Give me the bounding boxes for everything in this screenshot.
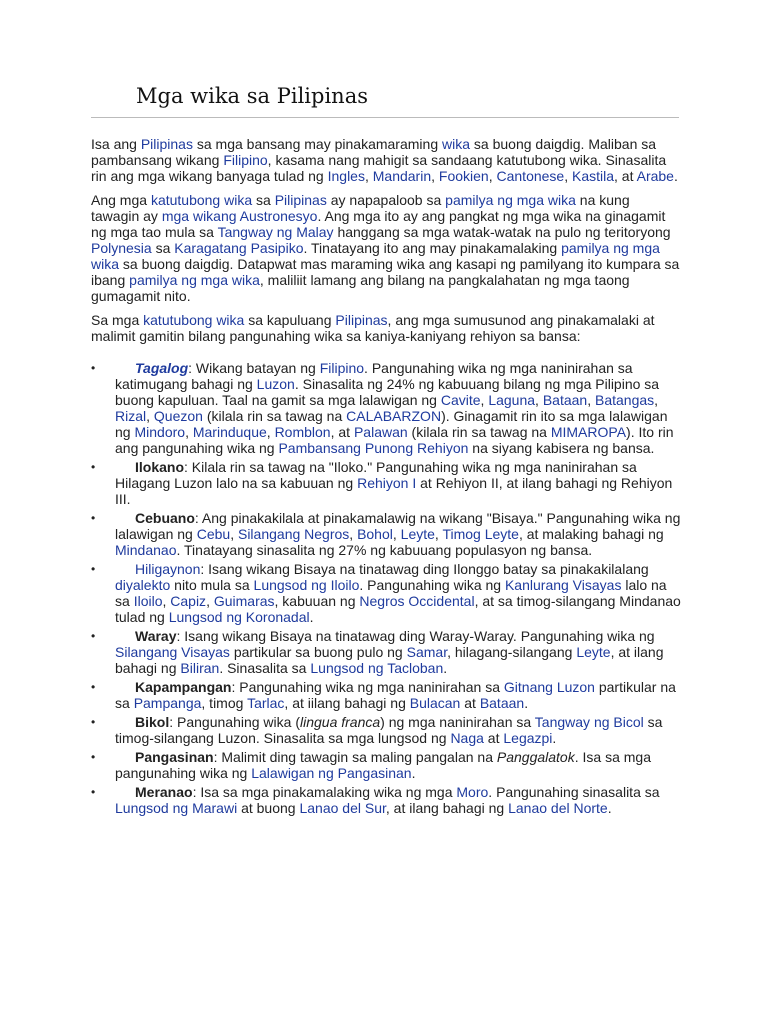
link-lalawigan-ng-pangasinan[interactable]: Lalawigan ng Pangasinan: [251, 765, 412, 781]
text-run: , at ilang bahagi ng: [385, 800, 509, 816]
link-luzon[interactable]: Luzon: [256, 376, 295, 392]
text-run: , hilagang-silangang: [447, 644, 577, 660]
list-item: [91, 784, 681, 816]
text-run: , at sa timog-silangang Mindanao tulad ng: [115, 593, 681, 625]
link-capiz[interactable]: Capiz: [170, 593, 207, 609]
text-run: sa: [151, 240, 175, 256]
text-run: .: [524, 695, 529, 711]
text-run: hanggang sa mga watak-watak na pulo ng teritoryong: [333, 224, 671, 240]
bullet-icon: •: [91, 750, 96, 764]
link-fookien[interactable]: Fookien: [438, 168, 489, 184]
text-run: nito mula sa: [170, 577, 254, 593]
bullet-icon: •: [91, 715, 96, 729]
text-run: ,: [535, 392, 543, 408]
link-lungsod-ng-iloilo[interactable]: Lungsod ng Iloilo: [253, 577, 360, 593]
text-run: partikular sa buong pulo ng: [229, 644, 407, 660]
link-rizal[interactable]: Rizal: [115, 408, 147, 424]
language-name: Kapampangan: [135, 679, 232, 695]
link-lungsod-ng-koronadal[interactable]: Lungsod ng Koronadal: [168, 609, 310, 625]
link-biliran[interactable]: Biliran: [180, 660, 220, 676]
text-run: ,: [185, 424, 193, 440]
link-bataan[interactable]: Bataan: [479, 695, 525, 711]
link-legazpi[interactable]: Legazpi: [503, 730, 553, 746]
text-run: (kilala rin sa tawag na: [407, 424, 551, 440]
language-name: Waray: [135, 628, 177, 644]
page-title: Mga wika sa Pilipinas: [136, 84, 368, 108]
intro-paragraph: [91, 136, 681, 184]
text-run: ,: [146, 408, 154, 424]
link-silangang-visayas[interactable]: Silangang Visayas: [115, 644, 230, 660]
language-name: Ilokano: [135, 459, 185, 475]
text-run: . Tinatayang ito ang may pinakamalaking: [303, 240, 562, 256]
link-pamilya-ng-mga-wika[interactable]: pamilya ng mga wika: [445, 192, 576, 208]
list-item: [91, 628, 681, 676]
text-run: ,: [564, 168, 572, 184]
language-name: Cebuano: [135, 510, 195, 526]
link-tangway-ng-bicol[interactable]: Tangway ng Bicol: [534, 714, 644, 730]
text-run: Isa ang: [91, 136, 141, 152]
list-item: [91, 561, 681, 625]
text-run: , timog: [201, 695, 248, 711]
bullet-icon: •: [91, 785, 96, 799]
list-item: [91, 459, 681, 507]
text-run: na kung tawagin ay: [91, 192, 630, 224]
link-pampanga[interactable]: Pampanga: [133, 695, 202, 711]
text-run: .: [552, 730, 557, 746]
text-run: .: [443, 660, 448, 676]
text-run: at: [483, 730, 504, 746]
link-mindanao[interactable]: Mindanao: [115, 542, 177, 558]
text-run: : Ang pinakakilala at pinakamalawig na wikang "Bisaya." Pangunahing wika ng lalawigan ng: [115, 510, 681, 542]
text-run: : Isa sa mga pinakamalaking wika ng mga: [192, 784, 457, 800]
link-lungsod-ng-marawi[interactable]: Lungsod ng Marawi: [115, 800, 238, 816]
link-quezon[interactable]: Quezon: [153, 408, 203, 424]
link-romblon[interactable]: Romblon: [274, 424, 331, 440]
link-mga-wikang-austronesyo[interactable]: mga wikang Austronesyo: [161, 208, 318, 224]
text-run: lalo na sa: [115, 577, 667, 609]
text-run: ,: [480, 392, 489, 408]
text-run: .: [411, 765, 416, 781]
list-item: [91, 360, 681, 456]
link-mandarin[interactable]: Mandarin: [372, 168, 432, 184]
link-polynesia[interactable]: Polynesia: [91, 240, 152, 256]
text-run: . Pangunahing wika ng: [359, 577, 505, 593]
bullet-icon: •: [91, 511, 96, 525]
bullet-icon: •: [91, 680, 96, 694]
link-samar[interactable]: Samar: [406, 644, 448, 660]
link-batangas[interactable]: Batangas: [594, 392, 655, 408]
link-tagalog[interactable]: Tagalog: [135, 360, 189, 376]
bullet-icon: •: [91, 361, 96, 375]
text-run: ,: [266, 424, 275, 440]
text-run: sa buong daigdig. Datapwat mas maraming wika ang kasapi ng pamilyang ito kumpara sa ibang: [91, 256, 680, 288]
link-bohol[interactable]: Bohol: [357, 526, 393, 542]
text-run: ay napapaloob sa: [326, 192, 446, 208]
link-lungsod-ng-tacloban[interactable]: Lungsod ng Tacloban: [310, 660, 444, 676]
text-run: ,: [230, 526, 238, 542]
link-mimaropa[interactable]: MIMAROPA: [550, 424, 627, 440]
text-run: ,: [206, 593, 214, 609]
text-run: , ang mga sumusunod ang pinakamalaki at malimit gamitin bilang pangunahing wika sa kaniya-kaniyang rehiyon sa bansa:: [91, 312, 655, 344]
text-run: : Kilala rin sa tawag na "Iloko." Pangunahing wika ng mga naninirahan sa Hilagang Luzon lalo na sa kabuuan ng: [115, 459, 637, 491]
intro-section: [91, 136, 681, 344]
emphasis-text: lingua franca: [300, 714, 381, 730]
text-run: ,: [364, 168, 373, 184]
language-list: [91, 360, 681, 816]
title-divider: [91, 117, 679, 118]
link-tangway-ng-malay[interactable]: Tangway ng Malay: [217, 224, 334, 240]
link-bataan[interactable]: Bataan: [542, 392, 588, 408]
bullet-icon: •: [91, 562, 96, 576]
link-pamilya-ng-mga-wika[interactable]: pamilya ng mga wika: [91, 240, 660, 272]
text-run: , at malaking bahagi ng: [518, 526, 664, 542]
text-run: ,: [349, 526, 358, 542]
text-run: ,: [434, 526, 443, 542]
text-run: : Malimit ding tawagin sa maling pangalan na: [213, 749, 497, 765]
text-run: Sa mga: [91, 312, 144, 328]
text-run: Ang mga: [91, 192, 151, 208]
link-hiligaynon[interactable]: Hiligaynon: [135, 561, 201, 577]
text-run: sa mga bansang may pinakamaraming: [192, 136, 442, 152]
text-run: , maliliit lamang ang bilang na pangkalahatan ng mga taong gumagamit nito.: [91, 272, 630, 304]
link-pilipinas[interactable]: Pilipinas: [274, 192, 327, 208]
list-item: [91, 510, 681, 558]
text-run: . Sinasalita ng 24% ng kabuuang bilang ng mga Pilipino sa buong kapuluan. Taal na gamit sa mga lalawigan ng: [115, 376, 660, 408]
list-item: [91, 714, 681, 746]
language-name: Meranao: [135, 784, 193, 800]
link-laguna[interactable]: Laguna: [488, 392, 536, 408]
link-negros-occidental[interactable]: Negros Occidental: [359, 593, 475, 609]
text-run: at: [460, 695, 480, 711]
link-pambansang-punong-rehiyon[interactable]: Pambansang Punong Rehiyon: [278, 440, 469, 456]
link-naga[interactable]: Naga: [450, 730, 484, 746]
language-name: Pangasinan: [135, 749, 214, 765]
link-katutubong-wika[interactable]: katutubong wika: [150, 192, 253, 208]
link-mindoro[interactable]: Mindoro: [134, 424, 186, 440]
text-run: , at: [614, 168, 637, 184]
link-diyalekto[interactable]: diyalekto: [115, 577, 171, 593]
text-run: na siyang kabisera ng bansa.: [468, 440, 655, 456]
text-run: sa buong daigdig. Maliban sa pambansang wikang: [91, 136, 657, 168]
link-wika[interactable]: wika: [442, 136, 471, 152]
text-run: .: [309, 609, 314, 625]
link-silangang-negros[interactable]: Silangang Negros: [237, 526, 350, 542]
link-gitnang-luzon[interactable]: Gitnang Luzon: [503, 679, 595, 695]
link-karagatang-pasipiko[interactable]: Karagatang Pasipiko: [174, 240, 304, 256]
link-leyte[interactable]: Leyte: [576, 644, 611, 660]
text-run: : Pangunahing wika (: [169, 714, 300, 730]
text-run: : Isang wikang Bisaya na tinatawag ding Ilonggo batay sa pinakakilalang: [200, 561, 649, 577]
link-kanlurang-visayas[interactable]: Kanlurang Visayas: [504, 577, 622, 593]
text-run: , kabuuan ng: [274, 593, 360, 609]
text-run: , kasama nang mahigit sa sandaang katutubong wika. Sinasalita rin ang mga wikang banyaga tulad ng: [91, 152, 667, 184]
link-palawan[interactable]: Palawan: [353, 424, 408, 440]
link-moro[interactable]: Moro: [456, 784, 489, 800]
text-run: . Ang mga ito ay ang pangkat ng mga wika na ginagamit ng mga tao mula sa: [91, 208, 666, 240]
intro-paragraph: [91, 192, 681, 304]
text-run: . Pangunahing sinasalita sa: [488, 784, 660, 800]
list-item: [91, 679, 681, 711]
text-run: : Isang wikang Bisaya na tinatawag ding Waray-Waray. Pangunahing wika ng: [176, 628, 655, 644]
text-run: . Isa sa mga pangunahing wika ng: [115, 749, 651, 781]
text-run: (kilala rin sa tawag na: [202, 408, 347, 424]
text-run: ,: [392, 526, 401, 542]
text-run: .: [607, 800, 612, 816]
text-run: partikular na sa: [115, 679, 676, 711]
link-katutubong-wika[interactable]: katutubong wika: [143, 312, 245, 328]
link-lanao-del-sur[interactable]: Lanao del Sur: [299, 800, 386, 816]
text-run: at buong: [237, 800, 300, 816]
text-run: sa kapuluang: [244, 312, 336, 328]
text-run: , at iilang bahagi ng: [284, 695, 410, 711]
text-run: . Sinasalita sa: [219, 660, 311, 676]
link-calabarzon[interactable]: CALABARZON: [346, 408, 442, 424]
link-bulacan[interactable]: Bulacan: [409, 695, 461, 711]
text-run: ) ng mga naninirahan sa: [380, 714, 535, 730]
text-run: sa: [252, 192, 275, 208]
link-leyte[interactable]: Leyte: [400, 526, 435, 542]
link-marinduque[interactable]: Marinduque: [192, 424, 267, 440]
text-run: ). Ito rin ang pangunahing wika ng: [115, 424, 674, 456]
text-run: : Pangunahing wika ng mga naninirahan sa: [231, 679, 504, 695]
text-run: , at: [330, 424, 354, 440]
link-arabe[interactable]: Arabe: [636, 168, 674, 184]
link-iloilo[interactable]: Iloilo: [133, 593, 163, 609]
intro-paragraph: [91, 312, 681, 344]
link-cebu[interactable]: Cebu: [196, 526, 231, 542]
emphasis-text: Panggalatok: [496, 749, 575, 765]
text-run: . Pangunahing wika ng mga naninirahan sa katimugang bahagi ng: [115, 360, 633, 392]
text-run: . Tinatayang sinasalita ng 27% ng kabuuang populasyon ng bansa.: [176, 542, 593, 558]
link-filipino[interactable]: Filipino: [319, 360, 365, 376]
text-run: ,: [431, 168, 439, 184]
bullet-icon: •: [91, 460, 96, 474]
text-run: at Rehiyon II, at ilang bahagi ng Rehiyon III.: [115, 475, 673, 507]
link-pilipinas[interactable]: Pilipinas: [335, 312, 388, 328]
link-tarlac[interactable]: Tarlac: [247, 695, 285, 711]
link-kastila[interactable]: Kastila: [572, 168, 615, 184]
text-run: ,: [162, 593, 171, 609]
text-run: ,: [587, 392, 595, 408]
language-name: Bikol: [135, 714, 170, 730]
bullet-icon: •: [91, 629, 96, 643]
text-run: , at ilang bahagi ng: [115, 644, 664, 676]
link-cantonese[interactable]: Cantonese: [496, 168, 565, 184]
text-run: sa timog-silangang Luzon. Sinasalita sa mga lungsod ng: [115, 714, 663, 746]
link-guimaras[interactable]: Guimaras: [213, 593, 275, 609]
link-pamilya-ng-mga-wika[interactable]: pamilya ng mga wika: [129, 272, 260, 288]
text-run: .: [673, 168, 678, 184]
link-rehiyon-i[interactable]: Rehiyon I: [357, 475, 417, 491]
text-run: : Wikang batayan ng: [188, 360, 320, 376]
link-ingles[interactable]: Ingles: [327, 168, 365, 184]
link-timog-leyte[interactable]: Timog Leyte: [442, 526, 519, 542]
link-pilipinas[interactable]: Pilipinas: [140, 136, 193, 152]
link-lanao-del-norte[interactable]: Lanao del Norte: [508, 800, 608, 816]
link-cavite[interactable]: Cavite: [440, 392, 481, 408]
link-filipino[interactable]: Filipino: [223, 152, 268, 168]
list-item: [91, 749, 681, 781]
text-run: ,: [488, 168, 497, 184]
text-run: ,: [654, 392, 659, 408]
article-body: [91, 136, 681, 819]
text-run: ). Ginagamit rin ito sa mga lalawigan ng: [115, 408, 668, 440]
